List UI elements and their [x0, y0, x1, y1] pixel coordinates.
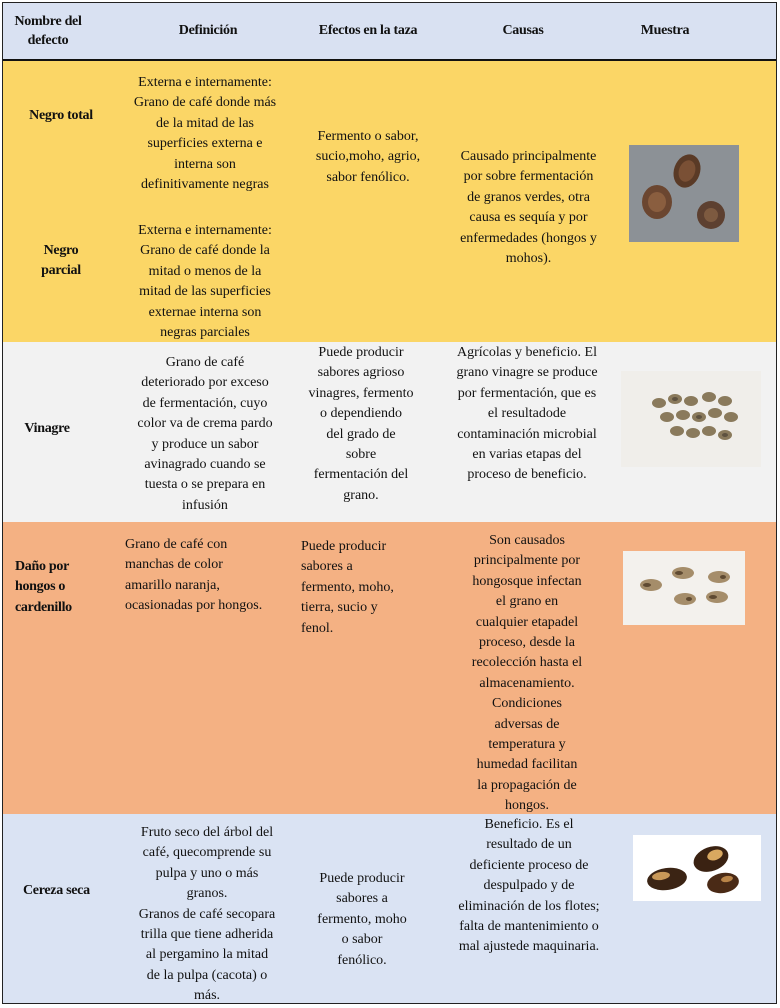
definition-negro-total: Externa e internamente: Grano de café donde más de la mitad de las superficies externa e interna son definitivamente negras — [133, 75, 277, 193]
vinegar-beans-photo — [621, 371, 761, 467]
header-muestra: Muestra — [640, 23, 690, 38]
causes-cereza: Beneficio. Es el resultado de un deficiente proceso de despulpado y de eliminación de los flotes; falta de mantenimiento o mal ajustede maquinaria. — [458, 817, 600, 955]
row-name-hongos: Daño por hongos o cardenillo — [15, 559, 72, 615]
causes-hongos: Son causados principalmente por hongosque infectan el grano en cualquier etapadel proceso, desde la recolección hasta el almacenamiento. Condiciones adversas de temperatura y humedad facilitan la propagación de hongos. — [471, 533, 583, 814]
row-name-negro-parcial: Negro parcial — [41, 243, 81, 279]
sample-hongos-image — [623, 551, 745, 625]
row-name-cereza: Cereza seca — [23, 883, 90, 898]
definition-vinagre: Grano de café deteriorado por exceso de fermentación, cuyo color va de crema pardo y produce un sabor avinagrado cuando se tuesta o se prepara en infusión — [137, 355, 273, 513]
row-name-vinagre: Vinagre — [24, 421, 70, 436]
header-causas: Causas — [502, 23, 544, 38]
sample-cereza-image — [633, 835, 761, 901]
black-beans-photo — [629, 145, 739, 242]
definition-cereza: Fruto seco del árbol del café, quecomprende su pulpa y uno o más granos. Granos de café secopara trilla que tiene adherida al pergamino la mitad de la pulpa (cacota) o más. — [138, 825, 276, 1004]
header-definicion: Definición — [178, 23, 238, 38]
sample-vinagre-image — [621, 371, 761, 467]
effects-hongos: Puede producir sabores a fermento, moho, tierra, sucio y fenol. — [301, 539, 394, 636]
row-name-negro-total: Negro total — [29, 108, 93, 123]
causes-vinagre: Agrícolas y beneficio. El grano vinagre se produce por fermentación, que es el resultadode contaminación microbial en varias etapas del proceso de beneficio. — [456, 345, 598, 483]
effects-cereza: Puede producir sabores a fermento, moho o sabor fenólico. — [317, 871, 407, 968]
header-efectos: Efectos en la taza — [318, 23, 418, 38]
causes-negro: Causado principalmente por sobre fermentación de granos verdes, otra causa es sequía y por enfermedades (hongos y mohos). — [460, 149, 597, 267]
effects-negro: Fermento o sabor, sucio,moho, agrio, sabor fenólico. — [315, 129, 421, 185]
definition-negro-parcial: Externa e internamente: Grano de café donde la mitad o menos de la mitad de las superficies externae interna son negras parciales — [138, 223, 272, 341]
definition-hongos: Grano de café con manchas de color amarillo naranja, ocasionadas por hongos. — [125, 537, 263, 614]
dried-cherry-photo — [633, 835, 761, 901]
defects-table — [2, 2, 777, 1004]
effects-vinagre: Puede producir sabores agrioso vinagres, fermento o dependiendo del grado de sobre fermentación del grano. — [308, 345, 414, 503]
header-nombre: Nombre del defecto — [14, 14, 82, 48]
fungus-beans-photo — [623, 551, 745, 625]
sample-negro-image — [629, 145, 739, 242]
